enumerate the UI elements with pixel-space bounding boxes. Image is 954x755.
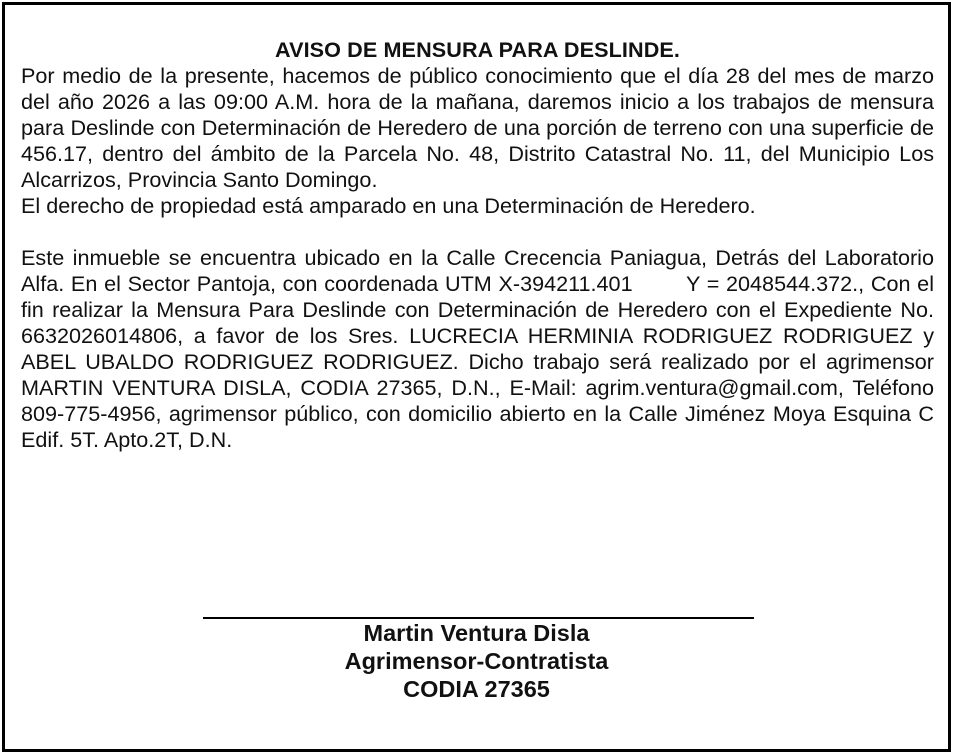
notice-body xyxy=(21,37,940,453)
notice-paragraph-3: Este inmueble se encuentra ubicado en la Calle Crecencia Paniagua, Detrás del Laboratorio Alfa. En el Sector Pantoja, con coordenada UTM X-394211.401 Y = 2048544.372., Con el fin realizar la Mensura Para Deslinde con Determinación de Heredero con el Expediente No. 6632026014806, a favor de los Sres. LUCRECIA HERMINIA RODRIGUEZ RODRIGUEZ y ABEL UBALDO RODRIGUEZ RODRIGUEZ. Dicho trabajo será realizado por el agrimensor MARTIN VENTURA DISLA, CODIA 27365, D.N., E-Mail: agrim.ventura@gmail.com, Teléfono 809-775-4956, agrimensor público, con domicilio abierto en la Calle Jiménez Moya Esquina C Edif. 5T. Apto.2T, D.N. xyxy=(21,245,940,452)
notice-paragraph-1: Por medio de la presente, hacemos de público conocimiento que el día 28 del mes de marzo del año 2026 a las 09:00 A.M. hora de la mañana, daremos inicio a los trabajos de mensura para Deslinde con Determinación de Heredero de una porción de terreno con una superficie de 456.17, dentro del ámbito de la Parcela No. 48, Distrito Catastral No. 11, del Municipio Los Alcarrizos, Provincia Santo Domingo. xyxy=(21,63,934,192)
paragraph-spacer xyxy=(21,219,934,245)
signature-role: Agrimensor-Contratista xyxy=(344,648,609,674)
notice-paragraph-2: El derecho de propiedad está amparado en una Determinación de Heredero. xyxy=(21,193,756,218)
notice-title: AVISO DE MENSURA PARA DESLINDE. xyxy=(274,37,681,62)
notice-frame xyxy=(2,2,951,752)
signature-codia: CODIA 27365 xyxy=(403,676,550,702)
signature-block xyxy=(5,619,948,703)
signature-name: Martin Ventura Disla xyxy=(363,620,590,646)
